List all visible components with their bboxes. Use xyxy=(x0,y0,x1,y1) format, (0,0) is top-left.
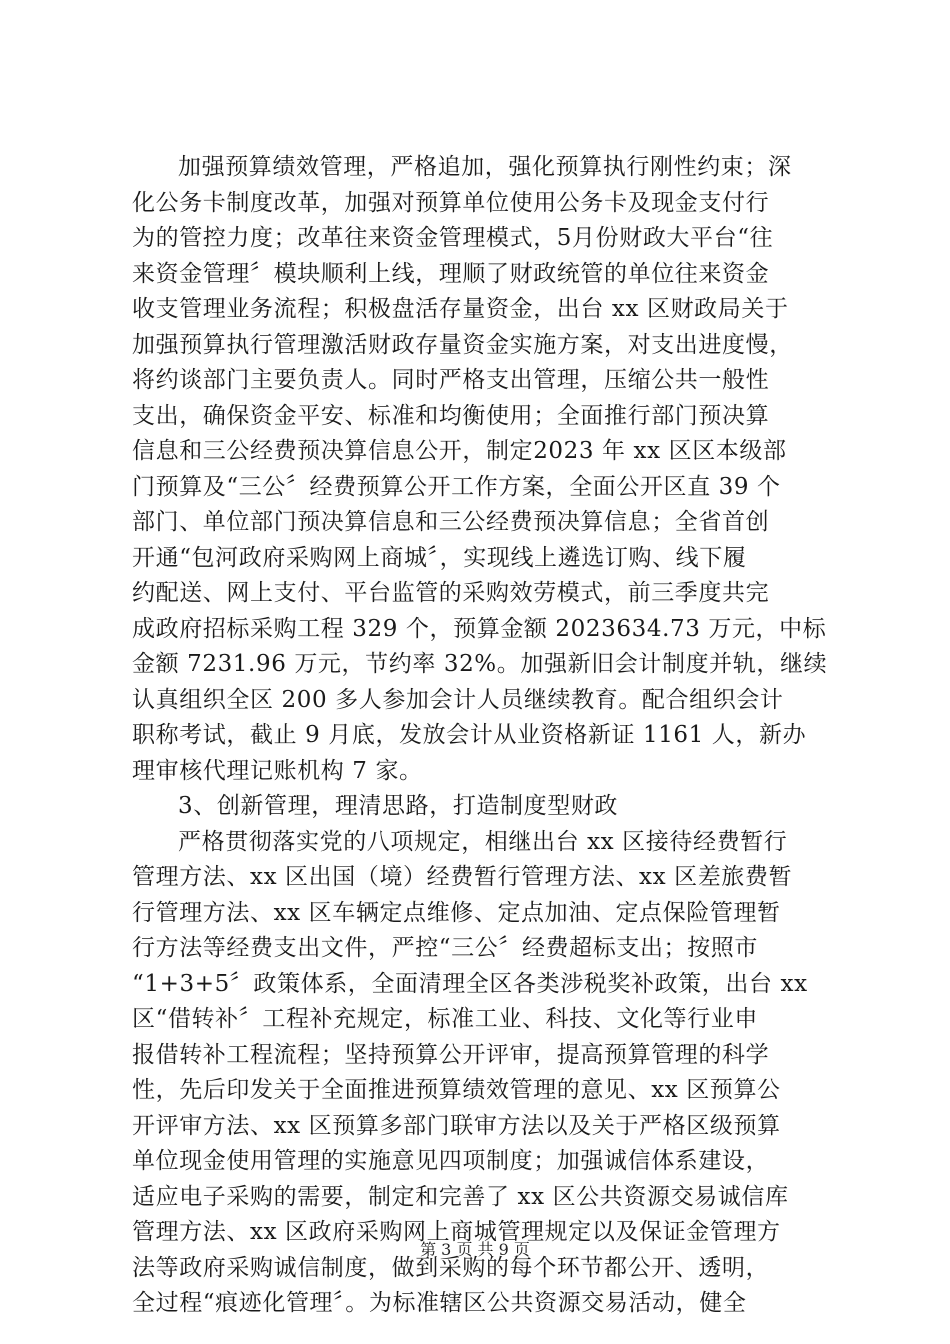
page-footer: 第 3 页 共 9 页 xyxy=(420,1240,530,1259)
text-line: 信息和三公经费预决算信息公开，制定2023 年 xx 区区本级部 xyxy=(132,438,787,464)
text-line: 行管理方法、xx 区车辆定点维修、定点加油、定点保险管理暂 xyxy=(132,899,781,926)
text-line: 化公务卡制度改革，加强对预算单位使用公务卡及现金支付行 xyxy=(132,189,770,216)
text-line: 约配送、网上支付、平台监管的采购效劳模式，前三季度共完 xyxy=(132,580,770,606)
text-line: 法等政府采购诚信制度，做到采购的每个环节都公开、透明， xyxy=(132,1254,770,1281)
text-line: 将约谈部门主要负责人。同时严格支出管理，压缩公共一般性 xyxy=(132,367,770,393)
text-line: 适应电子采购的需要，制定和完善了 xx 区公共资源交易诚信库 xyxy=(132,1183,789,1210)
text-line: 收支管理业务流程；积极盘活存量资金，出台 xx 区财政局关于 xyxy=(132,296,789,322)
section-heading: 3、创新管理，理清思路，打造制度型财政 xyxy=(178,793,619,819)
text-line: 开评审方法、xx 区预算多部门联审方法以及关于严格区级预算 xyxy=(132,1112,781,1139)
text-line: 加强预算执行管理激活财政存量资金实施方案，对支出进度慢， xyxy=(132,331,793,358)
body-text xyxy=(132,150,832,1322)
text-line: 报借转补工程流程；坚持预算公开评审，提高预算管理的科学 xyxy=(132,1041,770,1068)
text-line: 单位现金使用管理的实施意见四项制度；加强诚信体系建设， xyxy=(132,1148,770,1174)
text-line: 门预算及“三公〞经费预算公开工作方案，全面公开区直 39 个 xyxy=(132,473,781,500)
text-line: 支出，确保资金平安、标准和均衡使用；全面推行部门预决算 xyxy=(132,402,770,429)
text-line: 管理方法、xx 区出国（境）经费暂行管理方法、xx 区差旅费暂 xyxy=(132,864,793,890)
text-line: 行方法等经费支出文件，严控“三公〞经费超标支出；按照市 xyxy=(132,935,758,961)
text-line: 严格贯彻落实党的八项规定，相继出台 xx 区接待经费暂行 xyxy=(178,828,788,855)
text-line: 全过程“痕迹化管理〞。为标准辖区公共资源交易活动，健全 xyxy=(132,1290,747,1316)
text-line: 管理方法、xx 区政府采购网上商城管理规定以及保证金管理方 xyxy=(132,1219,781,1245)
text-line: 职称考试，截止 9 月底，发放会计从业资格新证 1161 人，新办 xyxy=(132,722,807,748)
text-line: 为的管控力度；改革往来资金管理模式，5月份财政大平台“往 xyxy=(132,225,774,251)
text-line: 加强预算绩效管理，严格追加，强化预算执行刚性约束；深 xyxy=(178,154,792,180)
text-line: 认真组织全区 200 多人参加会计人员继续教育。配合组织会计 xyxy=(132,686,784,713)
text-line: 金额 7231.96 万元，节约率 32%。加强新旧会计制度并轨，继续 xyxy=(132,651,828,677)
text-line: 开通“包河政府采购网上商城〞，实现线上遴选订购、线下履 xyxy=(132,544,747,571)
text-line: 来资金管理〞模块顺利上线，理顺了财政统管的单位往来资金 xyxy=(132,260,770,287)
text-line: “1+3+5〞政策体系，全面清理全区各类涉税奖补政策，出台 xx xyxy=(132,970,808,997)
text-line: 性，先后印发关于全面推进预算绩效管理的意见、xx 区预算公 xyxy=(132,1077,781,1103)
text-line: 理审核代理记账机构 7 家。 xyxy=(132,757,423,784)
text-line: 区“借转补〞工程补充规定，标准工业、科技、文化等行业申 xyxy=(132,1006,758,1032)
text-line: 成政府招标采购工程 329 个，预算金额 2023634.73 万元，中标 xyxy=(132,615,827,642)
text-line: 部门、单位部门预决算信息和三公经费预决算信息；全省首创 xyxy=(132,509,770,535)
